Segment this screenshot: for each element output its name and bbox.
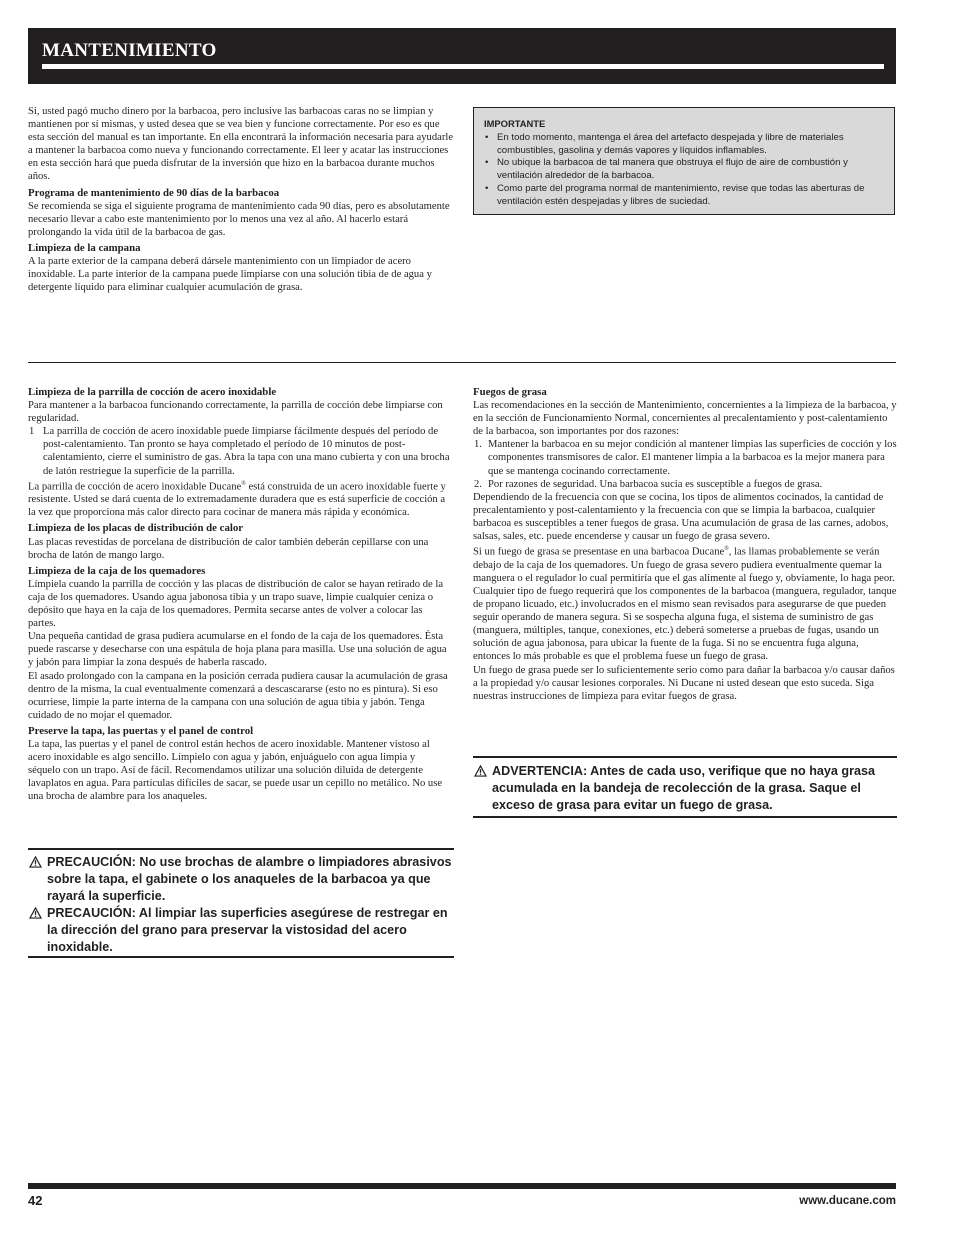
paragraph-heat-plates: Las placas revestidas de porcelana de distribución de calor también deberán cepillarse con una brocha de latón de mango largo. (28, 536, 429, 561)
paragraph-grease-intro: Las recomendaciones en la sección de Mantenimiento, concernientes a la limpieza de la barbacoa, y en la sección de Funcionamiento Normal, concernientes al precalentamiento y post-calentamiento de la barbacoa, son importantes por dos razones: (473, 400, 897, 438)
section-title: MANTENIMIENTO (42, 40, 217, 61)
footer-bar (28, 1183, 896, 1189)
intro-column (28, 105, 454, 294)
paragraph-grease-damage: Un fuego de grasa puede ser lo suficientemente serio como para dañar la barbacoa y/o causar daños a la propiedad y/o causar lesiones corporales. Ni Ducane ni usted desean que esto suceda. Siga nuestras instrucciones de limpieza para evitar fuegos de grasa. (473, 664, 895, 702)
warning-triangle-icon (29, 856, 42, 868)
heading-grease-fires: Fuegos de grasa (473, 386, 547, 398)
paragraph-grease-inspection: Cualquier tipo de fuego requerirá que los componentes de la barbacoa (manguera, regulador, tanque de propano licuado, etc.) involucrados en el mismo sean revisados para asegurarse de que pueden seguir operando de manera segura. Si se sospecha alguna fuga, el sistema de suministro de gas (manguera, múltiples, tanque, conexiones, etc.) deberá someterse a pruebas de fugas, usando un solución de agua jabonosa, para ubicar la fuente de la fuga. Si no se encuentra fuga alguna, entonces lo más probable es que el problema fuese un fuego de grasa. (473, 585, 897, 663)
heading-preserve-lid: Preserve la tapa, las puertas y el panel de control (28, 724, 254, 737)
heading-hood-cleaning: Limpieza de la campana (28, 241, 141, 254)
paragraph-grease-frequency: Dependiendo de la frecuencia con que se cocina, los tipos de alimentos cocinados, la cantidad de precalentamiento y post-calentamiento y la frecuencia con que se limpia la barbacoa, cualquier barbacoa es susceptibles a tener fuegos de grasa. Una acumulación de grasa de las carnes, adobos, salsas, sales, etc. puede encenderse y causar un fuego de grasa severo. (473, 491, 889, 543)
heading-burner-box: Limpieza de la caja de los quemadores (28, 564, 206, 577)
section-divider (28, 362, 896, 363)
list-item: 1 La parrilla de cocción de acero inoxidable puede limpiarse fácilmente después del período de post-calentamiento. Tan pronto se haya completado el período de 10 minutos de post-calentamiento, cierre el suministro de gas. Abra la tapa con una mano cubierta y con una brocha de latón restriegue la superficie de la parrilla. (29, 426, 450, 477)
heading-grate-cleaning: Limpieza de la parrilla de cocción de acero inoxidable (28, 386, 277, 398)
paragraph-burner-box-1: Límpiela cuando la parrilla de cocción y las placas de distribución de calor se hayan retirado de la caja de los quemadores. Usando agua jabonosa tibia y un trapo suave, limpie cualquier ceniza o depósito que haya en la caja de los quemadores. Permita secarse antes de volver a colocar las partes. (28, 578, 444, 630)
important-list (484, 132, 884, 209)
paragraph-hood-cleaning: A la parte exterior de la campana deberá dársele mantenimiento con un limpiador de acero inoxidable. La parte interior de la campana puede limpiarse con una solución tibia de de agua y detergente líquido para eliminar cualquier acumulación de grasa. (28, 256, 432, 294)
bullet-icon: • (485, 182, 489, 194)
paragraph-preserve-lid: La tapa, las puertas y el panel de control están hechos de acero inoxidable. Mantener vistoso al acero inoxidable es algo sencillo. Límpielo con agua y jabón, enjuáguelo con agua limpia y séquelo con un trapo. Así de fácil. Recomendamos utilizar una solución diluida de detergente lavaplatos en agua. Para partículas difíciles de sacar, se puede usar un cepillo no metálico. No use una brocha de alambre para los anaqueles. (28, 738, 443, 803)
grease-reasons (473, 438, 897, 490)
warning-triangle-icon (474, 765, 487, 777)
paragraph-grate-intro: Para mantener a la barbacoa funcionando correctamente, la parrilla de cocción debe limpiarse con regularidad. (28, 400, 443, 425)
paragraph-burner-box-2: Una pequeña cantidad de grasa pudiera acumularse en el fondo de la caja de los quemadores. Ésta puede rascarse y desecharse con una espátula de hoja plana para masilla. Use una solución de agua y jabón para limpiar la zona después de haberla rascado. (28, 631, 447, 669)
warning-triangle-icon (29, 907, 42, 919)
heading-90-day-program: Programa de mantenimiento de 90 días de la barbacoa (28, 186, 280, 199)
list-item: 2. Por razones de seguridad. Una barbacoa sucia es susceptible a fuegos de grasa. (474, 478, 823, 490)
intro-paragraph: Si, usted pagó mucho dinero por la barbacoa, pero inclusive las barbacoas caras no se limpian y mantienen por sí mismas, y usted desea que se vea bien y funcione correctamente. Por eso es que esta sección del manual es tan importante. En ella encontrará la información necesaria para ayudarle a mantener la barbacoa como nueva y funcionando correctamente. El leer y acatar las instrucciones en esta sección hará que pueda disfrutar de la inversión que hizo en la barbacoa durante muchos años. (28, 106, 454, 183)
page-number: 42 (28, 1193, 43, 1208)
warning-box (473, 756, 897, 818)
header-rule (42, 64, 884, 69)
left-column (28, 386, 450, 803)
caution-box (28, 848, 454, 958)
important-label: IMPORTANTE (484, 118, 546, 129)
section-header (28, 28, 896, 84)
paragraph-90-day-program: Se recomienda se siga el siguiente programa de mantenimiento cada 90 días, pero es absolutamente necesario llevar a cabo este mantenimiento por lo menos una vez al año. Al hacerlo estará prolongando la vida útil de la barbacoa de gas. (28, 200, 450, 238)
important-box (473, 107, 895, 215)
bullet-icon: • (485, 157, 489, 169)
paragraph-burner-box-3: El asado prolongado con la campana en la posición cerrada pudiera causar la acumulación de grasa dentro de la misma, la cual eventualmente comenzará a descascararse (esto no es pintura). Si eso ocurriese, limpie la parte interna de la campana con una solución de agua tibia y jabón. Tenga cuidado de no mojar el quemador. (28, 670, 448, 721)
paragraph-grease-flames: Si un fuego de grasa se presentase en una barbacoa Ducane®, las llamas probablemente se verán debajo de la caja de los quemadores. Un fuego de grasa severo pudiera eventualmente quemar la manguera o el regulador lo cual permitiría que el gas alimente al fuego y, obviamente, lo haga peor. (473, 546, 895, 584)
paragraph-grate-material: La parrilla de cocción de acero inoxidable Ducane® está construida de un acero inoxidable fuerte y resistente. Usted se dará cuenta de lo extremadamente duradera que es está superficie de cocción a la vez que proporciona más calor directo para cocinar de manera más rápida y económica. (28, 480, 446, 519)
website-link[interactable]: www.ducane.com (799, 1195, 896, 1207)
caution-item: PRECAUCIÓN: Al limpiar las superficies asegúrese de restregar en la dirección del grano para preservar la vistosidad del acero inoxidable. (28, 905, 454, 956)
heading-heat-plates: Limpieza de los placas de distribución de calor (28, 522, 244, 535)
grate-steps (28, 425, 450, 477)
list-item: 1. Mantener la barbacoa en su mejor condición al mantener limpias las superficies de cocción y los componentes transmisores de calor. El mantener limpia a la barbacoa es la mejor manera para que se mantenga cocinando correctamente. (474, 439, 897, 477)
right-column (473, 386, 897, 703)
caution-item: PRECAUCIÓN: No use brochas de alambre o limpiadores abrasivos sobre la tapa, el gabinete o los anaqueles de la barbacoa ya que rayará la superficie. (28, 854, 454, 905)
important-item: • No ubique la barbacoa de tal manera que obstruya el flujo de aire de combustión y ventilación alrededor de la barbacoa. (485, 157, 848, 182)
warning-item: ADVERTENCIA: Antes de cada uso, verifique que no haya grasa acumulada en la bandeja de recolección de la grasa. Saque el exceso de grasa para evitar un fuego de grasa. (473, 763, 897, 814)
bullet-icon: • (485, 131, 489, 143)
important-item: • Como parte del programa normal de mantenimiento, revise que todas las aberturas de ventilación estén despejadas y libres de suciedad. (485, 182, 865, 207)
important-item: • En todo momento, mantenga el área del artefacto despejada y libre de materiales combustibles, gasolina y demás vapores y líquidos inflamables. (485, 131, 844, 156)
